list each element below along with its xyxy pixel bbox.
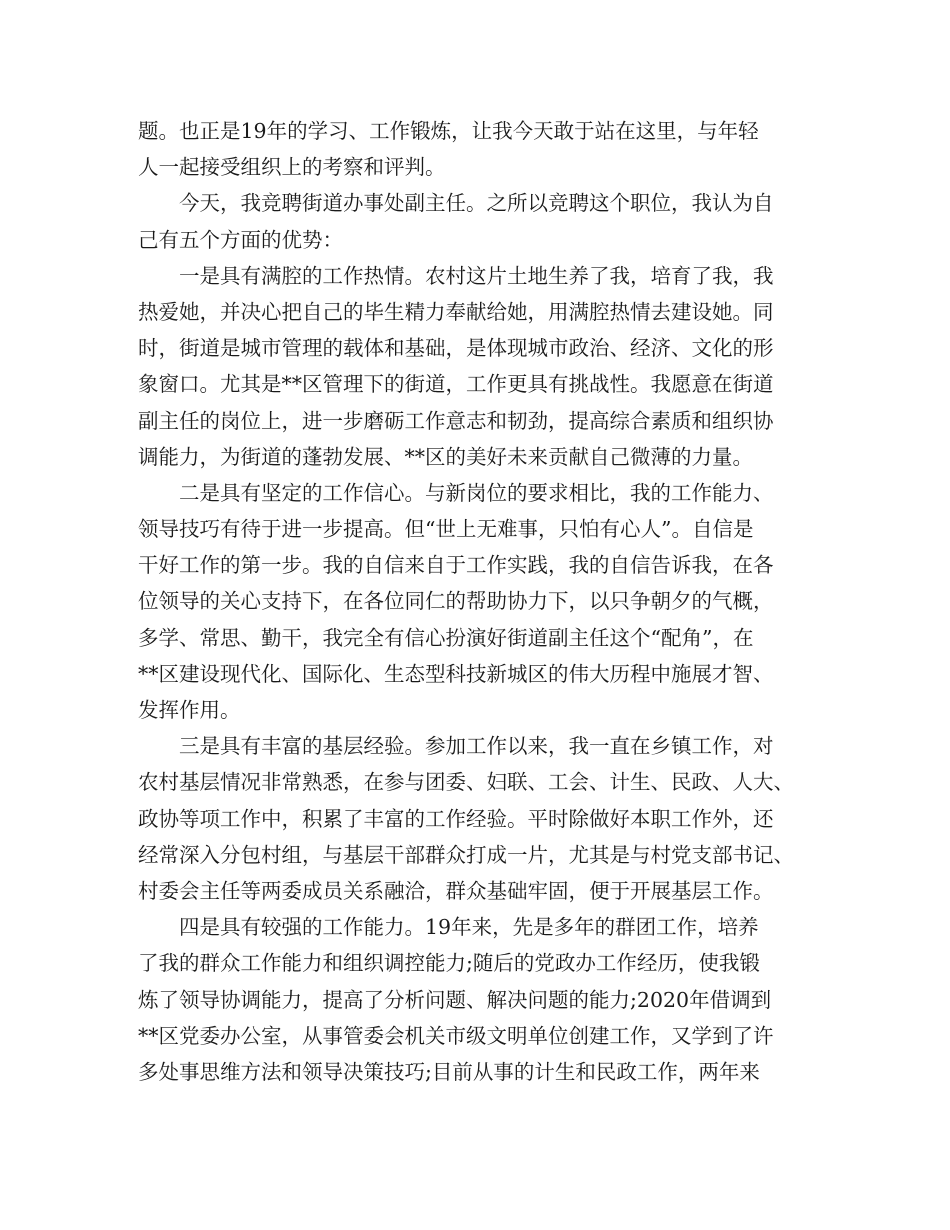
text-line: 题。也正是19年的学习、工作锻炼，让我今天敢于站在这里，与年轻 bbox=[138, 119, 759, 143]
text-line: 发挥作用。 bbox=[138, 698, 241, 722]
text-line: 三是具有丰富的基层经验。参加工作以来，我一直在乡镇工作，对 bbox=[138, 734, 774, 759]
text-line: 了我的群众工作能力和组织调控能力;随后的党政办工作经历，使我锻 bbox=[138, 951, 760, 976]
text-line: 象窗口。尤其是**区管理下的街道，工作更具有挑战性。我愿意在街道 bbox=[138, 372, 774, 397]
text-line: 村委会主任等两委成员关系融洽，群众基础牢固，便于开展基层工作。 bbox=[138, 878, 774, 903]
text-line: 今天，我竞聘街道办事处副主任。之所以竞聘这个职位，我认为自 bbox=[138, 191, 774, 216]
text-line: 经常深入分包村组，与基层干部群众打成一片，尤其是与村党支部书记、 bbox=[138, 842, 794, 867]
text-line: 二是具有坚定的工作信心。与新岗位的要求相比，我的工作能力、 bbox=[138, 480, 774, 505]
text-line: 热爱她，并决心把自己的毕生精力奉献给她，用满腔热情去建设她。同 bbox=[138, 299, 774, 324]
text-line: **区党委办公室，从事管委会机关市级文明单位创建工作，又学到了许 bbox=[138, 1023, 774, 1048]
text-line: 多处事思维方法和领导决策技巧;目前从事的计生和民政工作，两年来 bbox=[138, 1059, 760, 1084]
text-line: 调能力，为街道的蓬勃发展、**区的美好未来贡献自己微薄的力量。 bbox=[138, 444, 753, 469]
text-line: 一是具有满腔的工作热情。农村这片土地生养了我，培育了我，我 bbox=[138, 263, 774, 288]
text-line: 己有五个方面的优势： bbox=[138, 227, 343, 252]
text-line: 政协等项工作中，积累了丰富的工作经验。平时除做好本职工作外，还 bbox=[138, 806, 774, 831]
text-line: 多学、常思、勤干，我完全有信心扮演好街道副主任这个“配角”，在 bbox=[138, 625, 754, 650]
text-line: 农村基层情况非常熟悉，在参与团委、妇联、工会、计生、民政、人大、 bbox=[138, 770, 794, 795]
text-line: 时，街道是城市管理的载体和基础，是体现城市政治、经济、文化的形 bbox=[138, 336, 774, 361]
text-line: 副主任的岗位上，进一步磨砺工作意志和韧劲，提高综合素质和组织协 bbox=[138, 408, 774, 433]
text-line: 领导技巧有待于进一步提高。但“世上无难事，只怕有心人”。自信是 bbox=[138, 517, 754, 542]
text-line: 四是具有较强的工作能力。19年来，先是多年的群团工作，培养 bbox=[138, 915, 759, 940]
text-line: 人一起接受组织上的考察和评判。 bbox=[138, 155, 446, 180]
text-line: 位领导的关心支持下，在各位同仁的帮助协力下，以只争朝夕的气概， bbox=[138, 589, 774, 614]
text-line: **区建设现代化、国际化、生态型科技新城区的伟大历程中施展才智、 bbox=[138, 661, 774, 686]
body-text bbox=[138, 113, 818, 1090]
text-line: 炼了领导协调能力，提高了分析问题、解决问题的能力;2020年借调到 bbox=[138, 987, 772, 1012]
text-line: 干好工作的第一步。我的自信来自于工作实践，我的自信告诉我，在各 bbox=[138, 553, 774, 578]
